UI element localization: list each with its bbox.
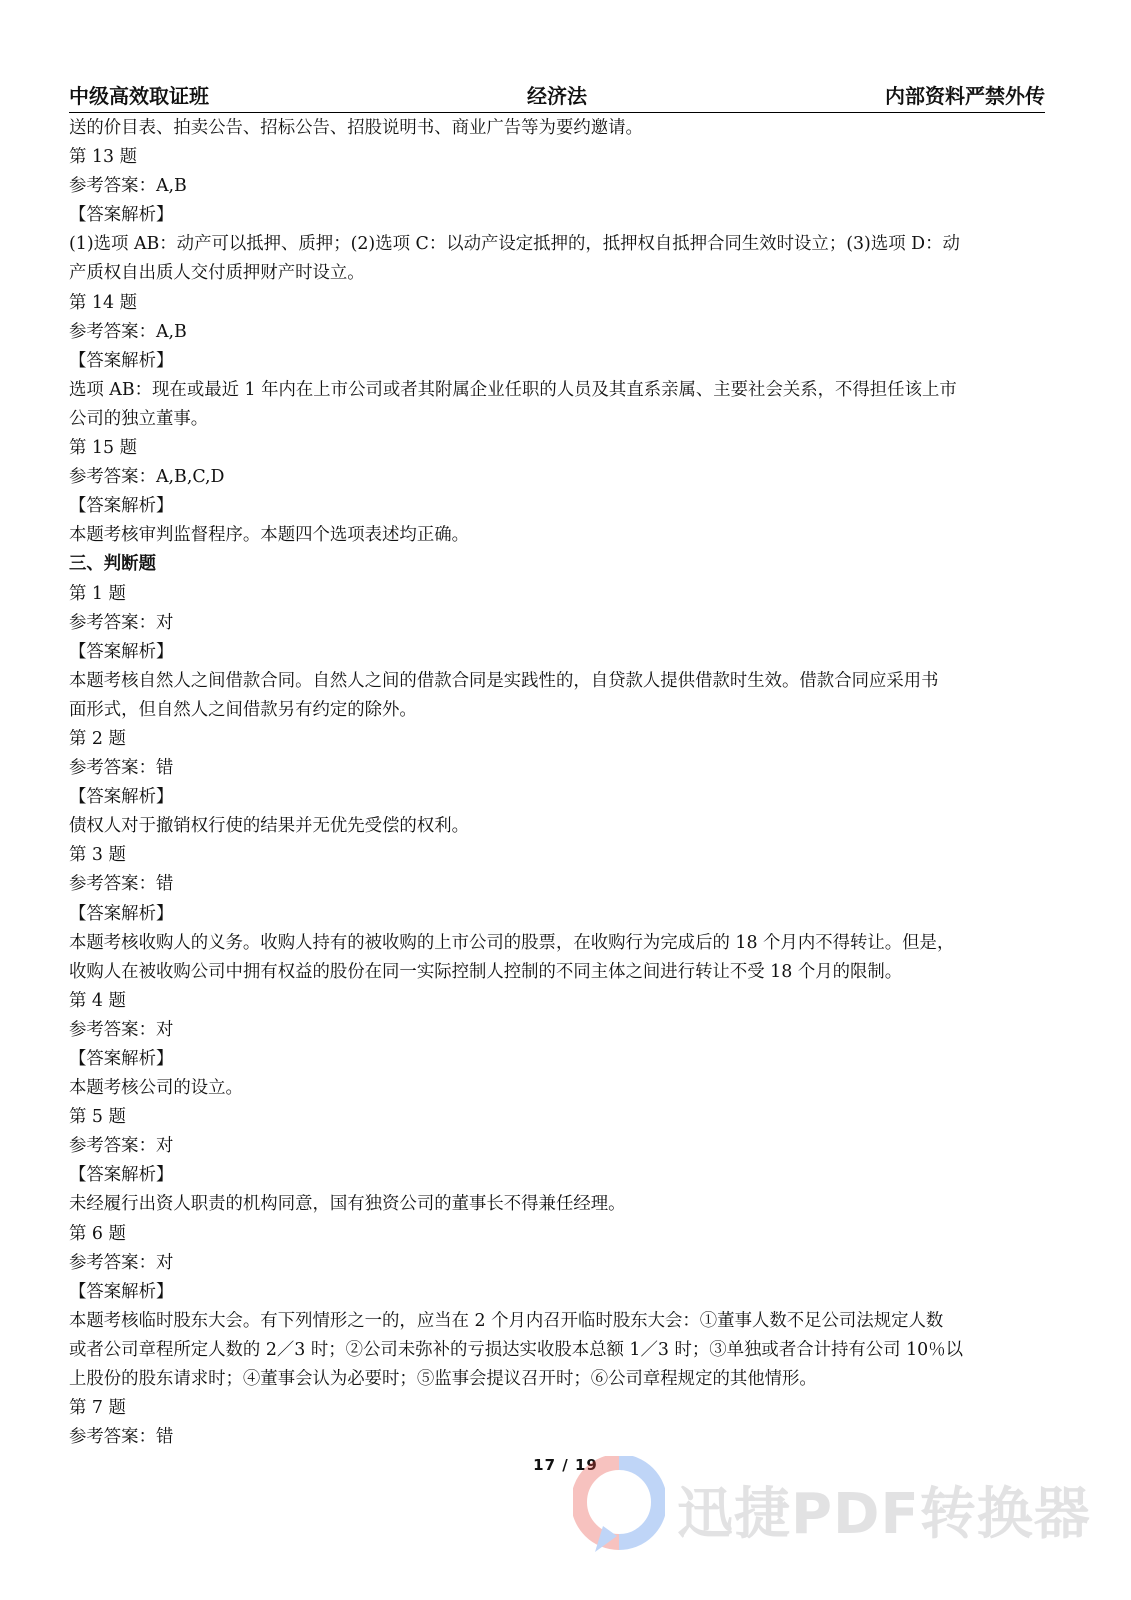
text-line: 【答案解析】 [69,1281,174,1302]
text-line: 上股份的股东请求时；④董事会认为必要时；⑤监事会提议召开时；⑥公司章程规定的其他情形。 [69,1369,817,1390]
text-line: 参考答案：对 [69,612,174,633]
watermark-text: 迅捷PDF转换器 [677,1482,1091,1547]
xunjie-logo-icon [573,1456,665,1556]
text-line: 第 7 题 [69,1398,126,1419]
text-line: 【答案解析】 [69,496,174,517]
page-number: 17 / 19 [533,1456,598,1474]
text-line: 面形式，但自然人之间借款另有约定的除外。 [69,699,417,720]
text-line: 参考答案：对 [69,1136,174,1157]
text-line: 第 6 题 [69,1223,126,1244]
text-line: 产质权自出质人交付质押财产时设立。 [69,263,365,284]
text-line: 本题考核自然人之间借款合同。自然人之间的借款合同是实践性的，自贷款人提供借款时生效。借款合同应采用书 [69,670,939,691]
text-line: 或者公司章程所定人数的 2／3 时；②公司未弥补的亏损达实收股本总额 1／3 时；③单独或者合计持有公司 10％以 [69,1339,964,1360]
text-line: 参考答案：错 [69,1427,174,1448]
text-line: 参考答案：错 [69,758,174,779]
text-line: 第 15 题 [69,438,137,459]
text-line: 第 13 题 [69,147,137,168]
section-heading: 三、判断题 [69,554,156,575]
text-line: 本题考核审判监督程序。本题四个选项表述均正确。 [69,525,469,546]
header-subject: 经济法 [527,84,587,108]
text-line: 【答案解析】 [69,1049,174,1069]
text-line: 未经履行出资人职责的机构同意，国有独资公司的董事长不得兼任经理。 [69,1194,626,1215]
text-line: (1)选项 AB：动产可以抵押、质押；(2)选项 C：以动产设定抵押的，抵押权自抵押合同生效时设立；(3)选项 D：动 [69,234,960,255]
text-line: 参考答案：对 [69,1252,174,1273]
text-line: 收购人在被收购公司中拥有权益的股份在同一实际控制人控制的不同主体之间进行转让不受 18 个月的限制。 [69,961,903,982]
watermark [573,1452,1093,1562]
text-line: 本题考核收购人的义务。收购人持有的被收购的上市公司的股票，在收购行为完成后的 18 个月内不得转让。但是， [69,932,955,953]
text-line: 【答案解析】 [69,205,174,226]
text-line: 【答案解析】 [69,1165,174,1186]
text-line: 参考答案：A,B,C,D [69,467,225,488]
text-line: 【答案解析】 [69,641,174,662]
text-line: 第 3 题 [69,845,126,866]
text-line: 【答案解析】 [69,787,174,808]
text-line: 第 5 题 [69,1107,126,1128]
text-line: 债权人对于撤销权行使的结果并无优先受偿的权利。 [69,816,469,837]
text-line: 【答案解析】 [69,903,174,924]
text-line: 【答案解析】 [69,350,174,371]
text-line: 参考答案：错 [69,874,174,895]
text-line: 选项 AB：现在或最近 1 年内在上市公司或者其附属企业任职的人员及其直系亲属、主要社会关系，不得担任该上市 [69,379,957,400]
document-body [69,114,1045,1452]
text-line: 第 4 题 [69,990,126,1011]
text-line: 本题考核公司的设立。 [69,1078,243,1099]
text-line: 第 1 题 [69,583,126,604]
text-line: 第 14 题 [69,292,137,313]
text-line: 参考答案：A,B [69,176,187,197]
header-confidential-note: 内部资料严禁外传 [885,84,1045,108]
header-course-title: 中级高效取证班 [69,84,209,108]
text-line: 参考答案：A,B [69,321,187,342]
text-line: 公司的独立董事。 [69,408,209,429]
text-line: 送的价目表、拍卖公告、招标公告、招股说明书、商业广告等为要约邀请。 [69,118,643,138]
page-header [69,82,1045,113]
text-line: 第 2 题 [69,728,126,749]
text-line: 本题考核临时股东大会。有下列情形之一的，应当在 2 个月内召开临时股东大会：①董事人数不足公司法规定人数 [69,1310,944,1331]
text-line: 参考答案：对 [69,1019,174,1040]
